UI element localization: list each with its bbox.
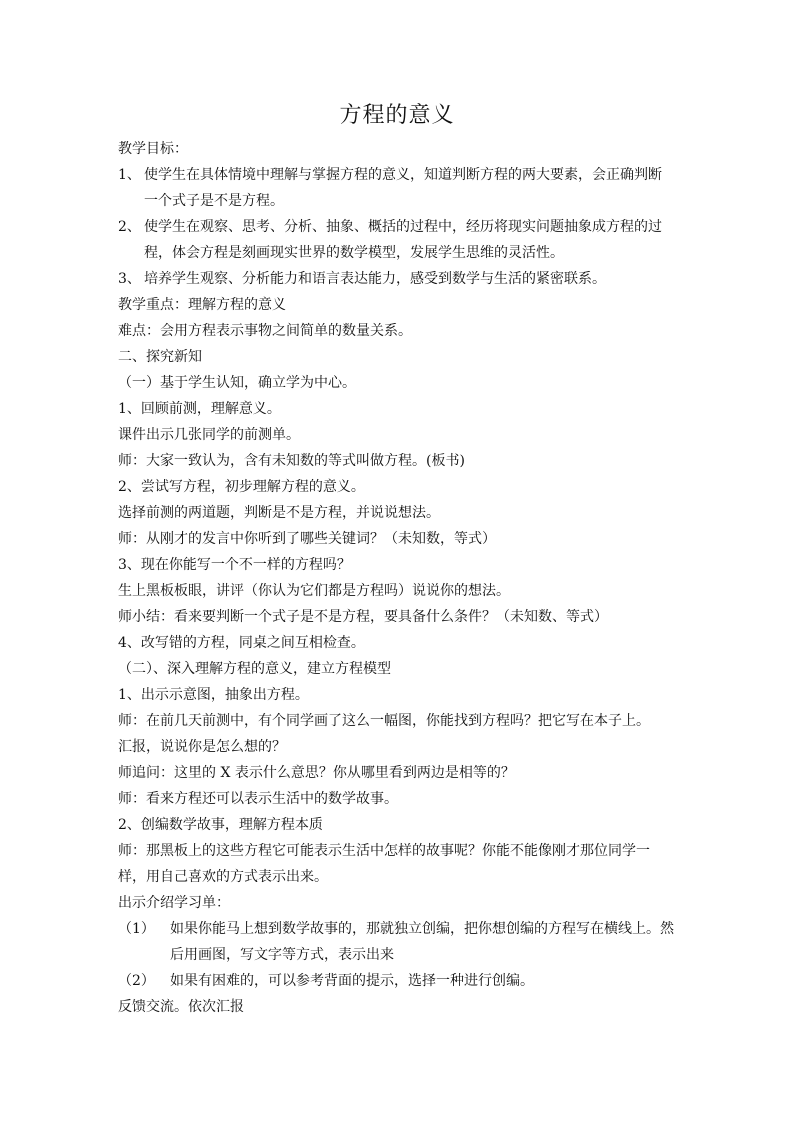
- paragraph: 4、改写错的方程，同桌之间互相检查。: [118, 635, 365, 651]
- objective-text-line: 使学生在具体情境中理解与掌握方程的意义，知道判断方程的两大要素，会正确判断: [144, 167, 662, 183]
- difficulty: 难点：会用方程表示事物之间简单的数量关系。: [118, 323, 412, 339]
- paragraph: 师追问：这里的 X 表示什么意思？你从哪里看到两边是相等的？: [118, 765, 515, 781]
- objective-text-line: 培养学生观察、分析能力和语言表达能力，感受到数学与生活的紧密联系。: [144, 271, 606, 287]
- paragraph: 师：那黑板上的这些方程它可能表示生活中怎样的故事呢？你能不能像刚才那位同学一: [118, 843, 650, 859]
- paragraph: （一）基于学生认知，确立学为中心。: [118, 375, 356, 391]
- paragraph: 师：从刚才的发言中你听到了哪些关键词？（未知数，等式）: [118, 531, 496, 547]
- sheet-text-line: 如果有困难的，可以参考背面的提示，选择一种进行创编。: [170, 973, 534, 989]
- objectives-heading: 教学目标：: [118, 141, 188, 157]
- key-point: 教学重点：理解方程的意义: [118, 297, 286, 313]
- paragraph: 1、出示示意图，抽象出方程。: [118, 687, 309, 703]
- sheet-number: （2）: [118, 973, 155, 989]
- sheet-text-line: 如果你能马上想到数学故事的，那就独立创编，把你想创编的方程写在横线上。然: [170, 921, 674, 937]
- paragraph: 3、现在你能写一个不一样的方程吗？: [118, 557, 351, 573]
- paragraph: 2、创编数学故事，理解方程本质: [118, 817, 323, 833]
- paragraph: 师：看来方程还可以表示生活中的数学故事。: [118, 791, 398, 807]
- objective-number: 1、: [118, 167, 141, 183]
- objective-text-line: 程，体会方程是刻画现实世界的数学模型，发展学生思维的灵活性。: [144, 245, 564, 261]
- paragraph: 汇报，说说你是怎么想的？: [118, 739, 286, 755]
- objective-text-line: 使学生在观察、思考、分析、抽象、概括的过程中，经历将现实问题抽象成方程的过: [144, 219, 662, 235]
- paragraph: 反馈交流。依次汇报: [118, 999, 244, 1015]
- paragraph: 2、尝试写方程，初步理解方程的意义。: [118, 479, 365, 495]
- paragraph: （二）、深入理解方程的意义，建立方程模型: [118, 661, 391, 677]
- paragraph: 课件出示几张同学的前测单。: [118, 427, 300, 443]
- paragraph: 生上黑板板眼，讲评（你认为它们都是方程吗）说说你的想法。: [118, 583, 510, 599]
- paragraph: 师小结：看来要判断一个式子是不是方程，要具备什么条件？（未知数、等式）: [118, 609, 608, 625]
- sheet-text-line: 后用画图，写文字等方式，表示出来: [170, 947, 394, 963]
- paragraph: 师：在前几天前测中，有个同学画了这么一幅图，你能找到方程吗？把它写在本子上。: [118, 713, 650, 729]
- sheet-number: （1）: [118, 921, 155, 937]
- document-body: [118, 136, 688, 1020]
- objective-text-line: 一个式子是不是方程。: [144, 193, 284, 209]
- paragraph: 师：大家一致认为，含有未知数的等式叫做方程。(板书): [118, 453, 465, 469]
- objective-number: 3、: [118, 271, 141, 287]
- page-title: 方程的意义: [339, 103, 455, 128]
- sheet-item-2: [118, 968, 688, 994]
- paragraph: 样，用自己喜欢的方式表示出来。: [118, 869, 328, 885]
- section-heading: 二、探究新知: [118, 349, 202, 365]
- paragraph: 出示介绍学习单：: [118, 895, 230, 911]
- objective-item-3: [118, 266, 688, 292]
- paragraph: 1、回顾前测，理解意义。: [118, 401, 281, 417]
- sheet-item-1: [118, 916, 688, 968]
- paragraph: 选择前测的两道题，判断是不是方程，并说说想法。: [118, 505, 440, 521]
- objective-item-1: [118, 162, 688, 214]
- objective-number: 2、: [118, 219, 141, 235]
- objective-item-2: [118, 214, 688, 266]
